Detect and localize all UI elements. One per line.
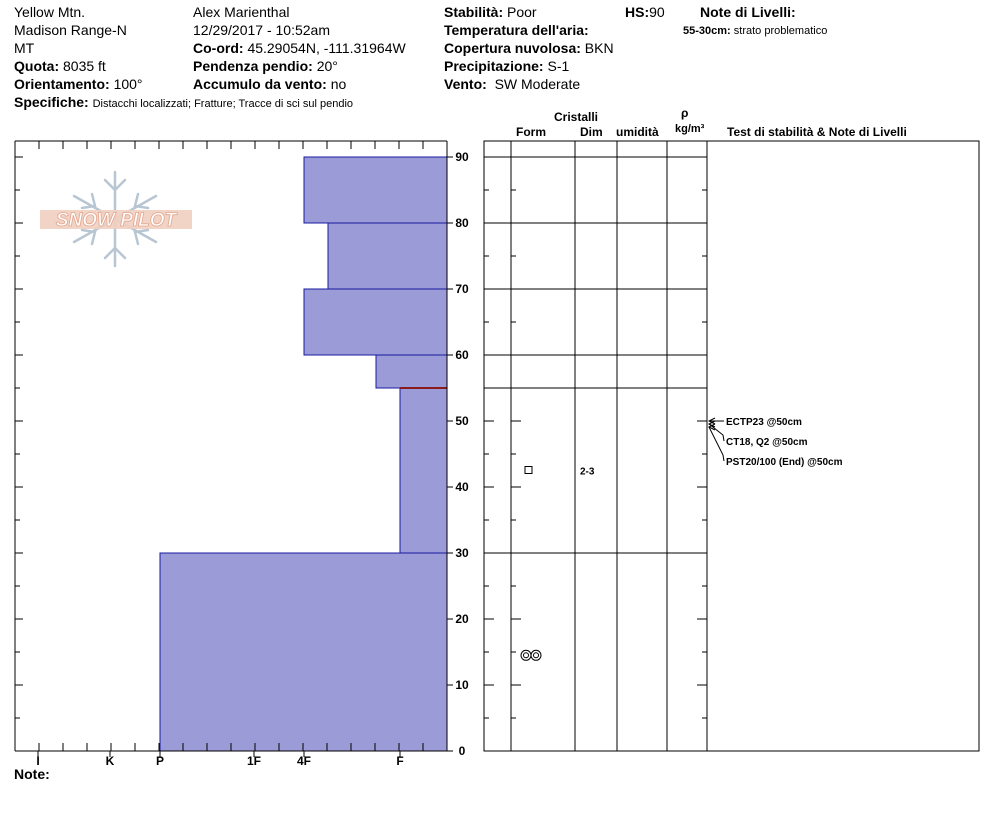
hardness-tick-label: P <box>155 754 165 768</box>
moisture-header: umidità <box>616 125 659 139</box>
depth-tick-label: 80 <box>455 216 469 230</box>
wind-loading-value: no <box>330 76 347 92</box>
snow-pilot-logo <box>40 172 192 266</box>
density-unit: kg/m³ <box>675 123 705 135</box>
sky-label: Copertura nuvolosa: <box>444 40 581 56</box>
wind-label: Vento: <box>444 76 487 92</box>
aspect-value: 100° <box>113 76 143 92</box>
depth-tick-label: 20 <box>455 612 469 626</box>
air-temp-label: Temperatura dell'aria: <box>444 22 589 38</box>
hs-value: 90 <box>649 4 665 20</box>
melt-form-icon <box>531 650 541 660</box>
hardness-tick-label: 1F <box>246 754 262 768</box>
hardness-layers <box>160 157 447 751</box>
hardness-layer <box>328 223 447 289</box>
depth-tick-label: 70 <box>455 282 469 296</box>
specifics-label: Specifiche: <box>14 94 89 110</box>
test-label: CT18, Q2 @50cm <box>726 437 808 448</box>
elevation-label: Quota: <box>14 58 60 74</box>
hardness-tick-label: 4F <box>296 754 312 768</box>
stability-value: Poor <box>507 4 537 20</box>
hardness-layer <box>304 157 447 223</box>
observer-name: Alex Marienthal <box>193 4 290 20</box>
location-name: Yellow Mtn. <box>14 4 86 20</box>
crystal-size-label: 2-3 <box>580 466 595 478</box>
hs-label: HS: <box>625 4 650 20</box>
hardness-tick-label: K <box>105 754 115 768</box>
hardness-tick-label: I <box>36 754 40 768</box>
depth-tick-label: 60 <box>455 348 469 362</box>
specifics-value: Distacchi localizzati; Fratture; Tracce di sci sul pendio <box>92 98 354 110</box>
elevation-value: 8035 ft <box>63 58 106 74</box>
state-name: MT <box>14 40 35 56</box>
hardness-layer <box>304 289 447 355</box>
hardness-layer <box>376 355 447 388</box>
test-label: PST20/100 (End) @50cm <box>726 457 843 468</box>
depth-tick-label: 90 <box>455 150 469 164</box>
wind-value: SW Moderate <box>494 76 581 92</box>
note-label: Note: <box>14 766 50 782</box>
wind-loading-label: Accumulo da vento: <box>193 76 327 92</box>
coord-value: 45.29054N, -111.31964W <box>247 40 406 56</box>
layer-note-depth: 55-30cm: <box>683 25 731 37</box>
depth-tick-label: 50 <box>455 414 469 428</box>
logo-text: SNOW PILOT <box>55 210 177 231</box>
depth-tick-label: 0 <box>458 744 466 758</box>
depth-tick-label: 10 <box>455 678 469 692</box>
hardness-tick-label: F <box>396 754 404 768</box>
coord-label: Co-ord: <box>193 40 244 56</box>
range-name: Madison Range-N <box>14 22 127 38</box>
precip-value: S-1 <box>547 58 570 74</box>
test-arrow-line <box>709 427 724 461</box>
layer-note-text: strato problematico <box>733 25 828 37</box>
layer-notes-title: Note di Livelli: <box>700 4 796 20</box>
depth-tick-label: 30 <box>455 546 469 560</box>
melt-form-icon <box>521 650 531 660</box>
obs-datetime: 12/29/2017 - 10:52am <box>193 22 330 38</box>
depth-tick-label: 40 <box>455 480 469 494</box>
crystal-marks <box>521 467 595 661</box>
aspect-label: Orientamento: <box>14 76 110 92</box>
melt-form-icon <box>534 653 539 658</box>
test-label: ECTP23 @50cm <box>726 417 802 428</box>
precip-label: Precipitazione: <box>444 58 544 74</box>
test-marks <box>709 417 843 468</box>
form-header: Form <box>516 125 546 139</box>
sky-value: BKN <box>584 40 614 56</box>
slope-label: Pendenza pendio: <box>193 58 313 74</box>
density-symbol: ρ <box>681 106 689 120</box>
hardness-layer <box>160 553 447 751</box>
size-header: Dim <box>580 125 603 139</box>
stability-label: Stabilità: <box>444 4 504 20</box>
slope-value: 20° <box>316 58 338 74</box>
tests-notes-header: Test di stabilità & Note di Livelli <box>727 125 907 139</box>
crystals-header: Cristalli <box>554 110 599 124</box>
facet-square-icon <box>525 467 532 474</box>
hardness-layer <box>400 388 447 553</box>
melt-form-icon <box>524 653 529 658</box>
